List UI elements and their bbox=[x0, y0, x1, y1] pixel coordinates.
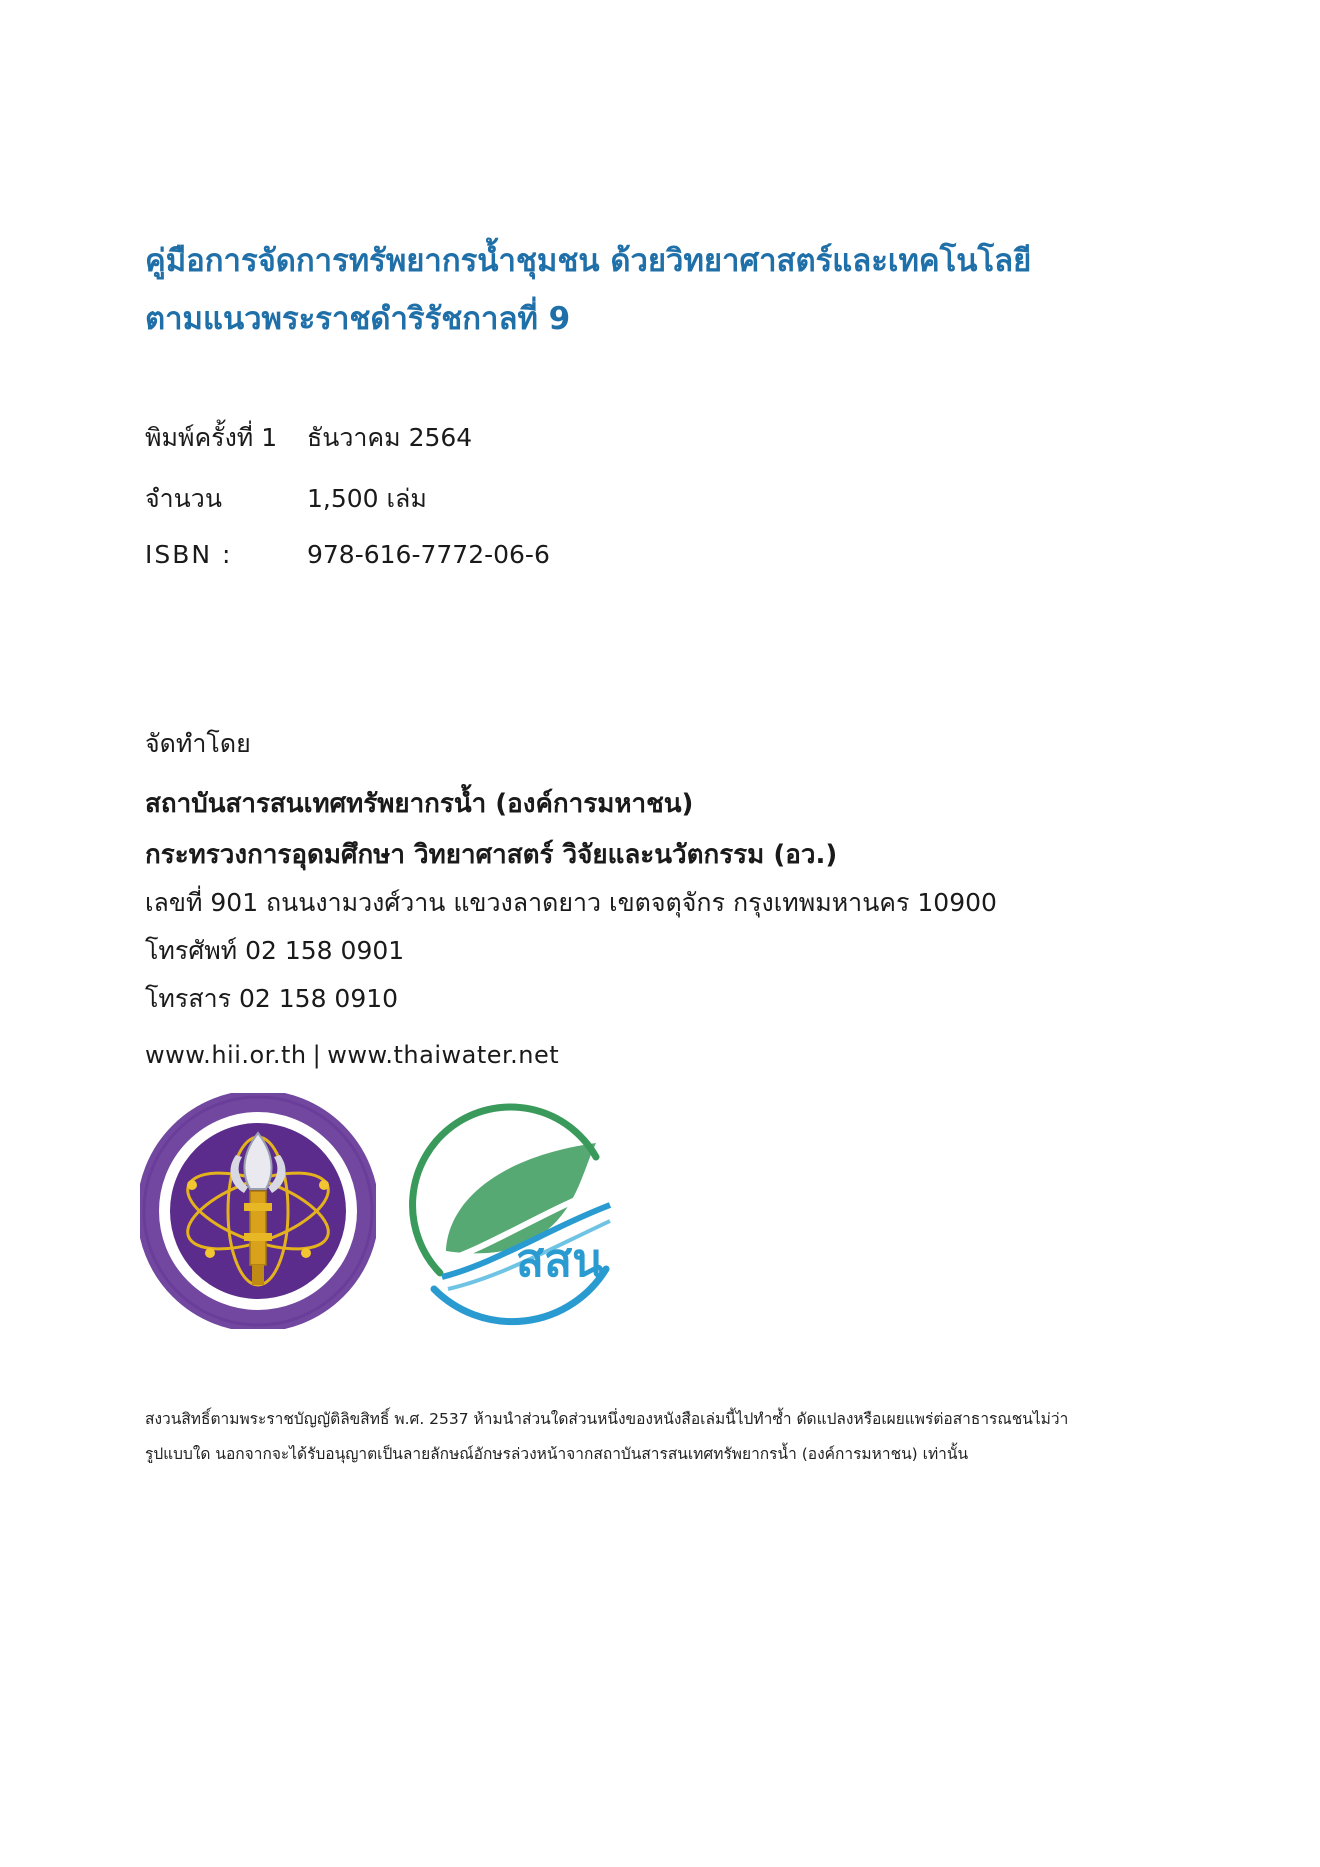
org-name: สถาบันสารสนเทศทรัพยากรน้ำ (องค์การมหาชน) bbox=[145, 789, 694, 819]
book-title-line1: คู่มือการจัดการทรัพยากรน้ำชุมชน ด้วยวิทยาศาสตร์และเทคโนโลยี bbox=[145, 243, 1032, 279]
copies-label: จำนวน bbox=[145, 484, 222, 513]
hii-leaf-water-icon bbox=[400, 1093, 630, 1329]
websites bbox=[145, 1041, 559, 1069]
edition-row bbox=[145, 418, 472, 458]
copyright-line1: สงวนสิทธิ์ตามพระราชบัญญัติลิขสิทธิ์ พ.ศ. 2537 ห้ามนำส่วนใดส่วนหนึ่งของหนังสือเล่มนี้ไปทำซ้ำ ดัดแปลงหรือเผยแพร่ต่อสาธารณชนไม่ว่า bbox=[145, 1410, 1069, 1428]
isbn-label: ISBN : bbox=[145, 540, 233, 569]
copyright-notice bbox=[145, 1402, 1205, 1472]
website-separator: | bbox=[312, 1041, 322, 1069]
address: เลขที่ 901 ถนนงามวงศ์วาน แขวงลาดยาว เขตจตุจักร กรุงเทพมหานคร 10900 bbox=[145, 888, 997, 917]
copies-row bbox=[145, 479, 427, 519]
isbn-value: 978-616-7772-06-6 bbox=[307, 540, 550, 569]
edition-label: พิมพ์ครั้งที่ 1 bbox=[145, 423, 278, 452]
website-thaiwater-link[interactable]: www.thaiwater.net bbox=[327, 1041, 560, 1069]
website-hii-link[interactable]: www.hii.or.th bbox=[145, 1041, 307, 1069]
edition-value: ธันวาคม 2564 bbox=[307, 423, 473, 452]
book-title bbox=[145, 232, 1031, 348]
copies-value: 1,500 เล่ม bbox=[307, 484, 427, 513]
book-title-line2: ตามแนวพระราชดำริรัชกาลที่ 9 bbox=[145, 301, 571, 337]
fax: โทรสาร 02 158 0910 bbox=[145, 984, 399, 1013]
svg-text:สสน: สสน bbox=[516, 1233, 604, 1287]
isbn-row bbox=[145, 540, 550, 569]
phone: โทรศัพท์ 02 158 0901 bbox=[145, 936, 405, 965]
ministry-seal-icon bbox=[140, 1093, 376, 1329]
copyright-line2: รูปแบบใด นอกจากจะได้รับอนุญาตเป็นลายลักษณ์อักษรล่วงหน้าจากสถาบันสารสนเทศทรัพยากรน้ำ (องค์การมหาชน) เท่านั้น bbox=[145, 1445, 969, 1463]
ministry-name: กระทรวงการอุดมศึกษา วิทยาศาสตร์ วิจัยและนวัตกรรม (อว.) bbox=[145, 840, 838, 870]
producer-heading: จัดทำโดย bbox=[145, 729, 251, 758]
